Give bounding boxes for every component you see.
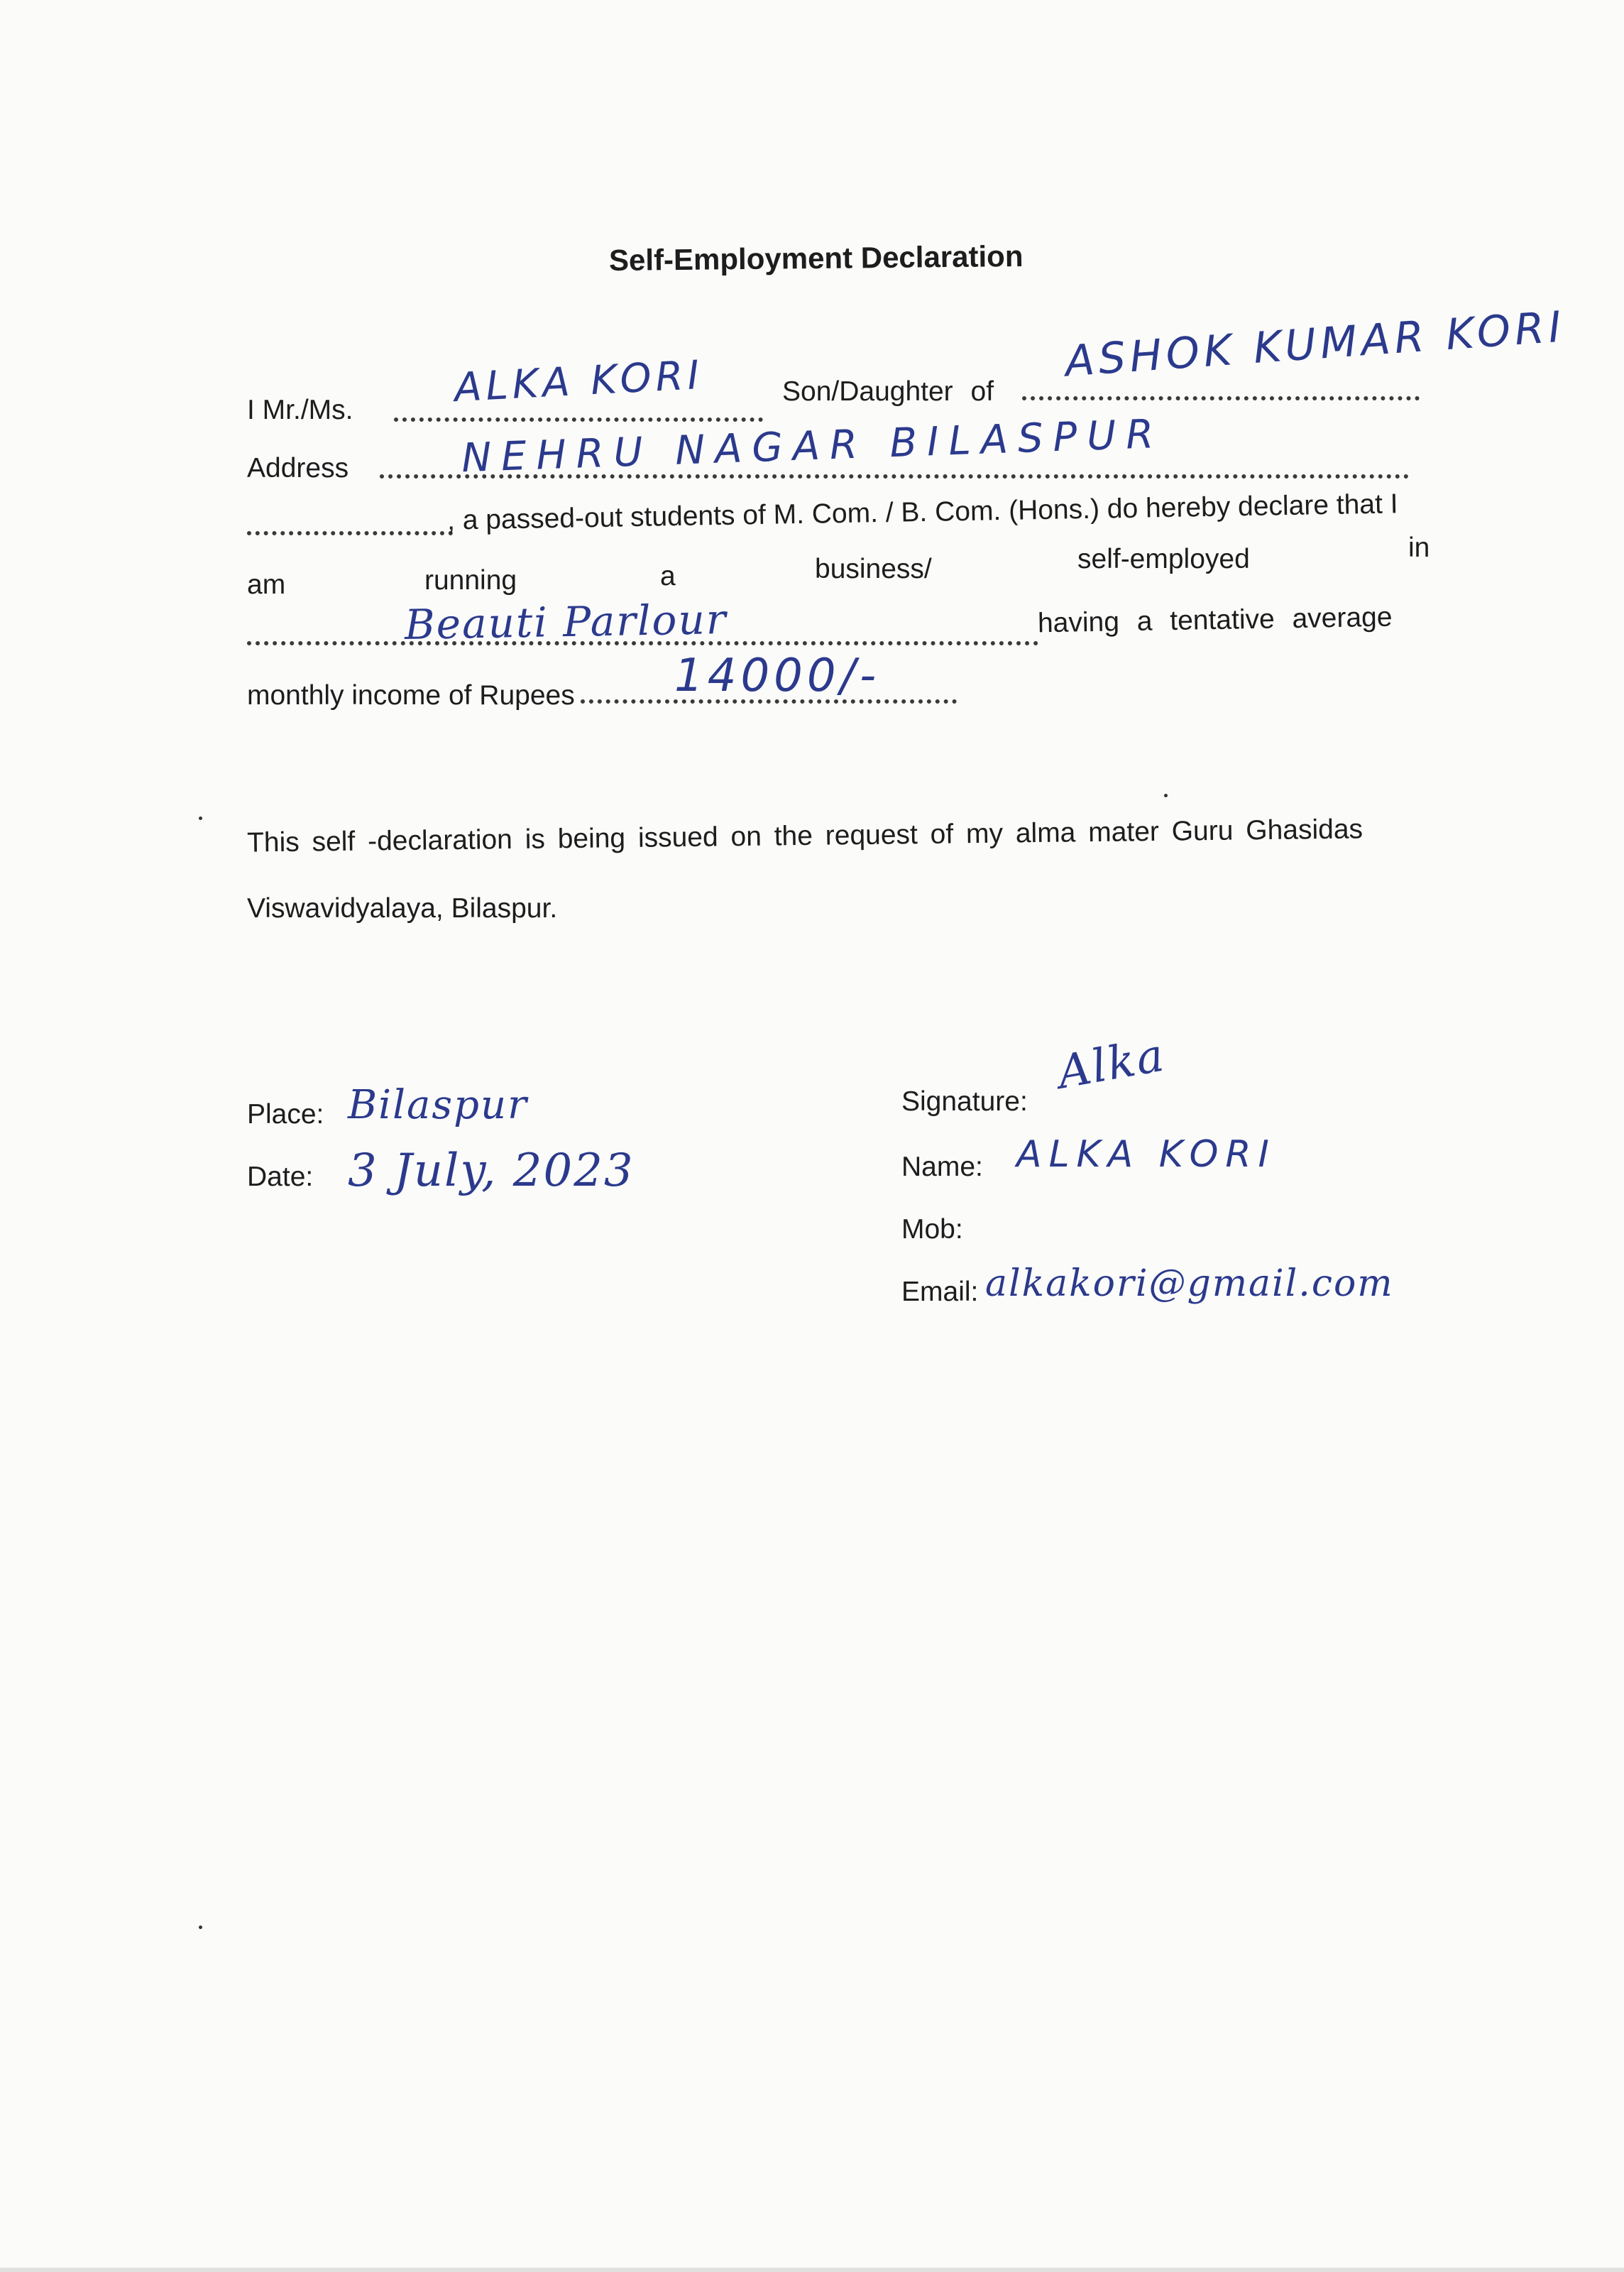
handwritten-date: 3 July, 2023	[348, 1145, 635, 1197]
signature-image: Alka	[1053, 1029, 1169, 1100]
paragraph-line-1: This self -declaration is being issued on the request of my alma mater Guru Ghasidas	[246, 814, 1364, 858]
word-running: running	[424, 565, 517, 596]
name-label: Name:	[901, 1152, 983, 1182]
scan-speck	[199, 816, 202, 820]
student-dotted-line	[247, 531, 453, 535]
word-business: business/	[815, 554, 932, 584]
scan-speck	[1164, 794, 1168, 797]
address-label: Address	[247, 453, 349, 484]
place-label: Place:	[247, 1099, 324, 1130]
handwritten-name: ALKA KORI	[453, 351, 705, 412]
handwritten-place: Bilaspur	[348, 1082, 528, 1128]
parent-dotted-line	[1022, 396, 1420, 400]
name-dotted-line	[394, 417, 763, 422]
signature-label: Signature:	[901, 1086, 1028, 1117]
handwritten-signer-name: ALKA KORI	[1016, 1133, 1276, 1176]
page-bottom-edge	[0, 2268, 1624, 2272]
document-title: Self-Employment Declaration	[608, 239, 1024, 278]
name-prefix-label: I Mr./Ms.	[247, 395, 353, 425]
paragraph-line-2: Viswavidyalaya, Bilaspur.	[247, 893, 558, 924]
word-am: am	[247, 569, 286, 600]
average-income-text: having a tentative average	[1037, 601, 1393, 639]
email-label: Email:	[901, 1277, 979, 1307]
declaration-line: , a passed-out students of M. Com. / B. Com. (Hons.) do hereby declare that I	[446, 488, 1398, 536]
relation-label: Son/Daughter of	[782, 376, 994, 407]
handwritten-parent-name: ASHOK KUMAR KORI	[1063, 302, 1567, 387]
word-self-employed: self-employed	[1077, 544, 1250, 574]
handwritten-income: 14000/-	[674, 650, 881, 702]
word-a: a	[660, 561, 676, 591]
scan-speck	[199, 1926, 202, 1929]
handwritten-address: NEHRU NAGAR BILASPUR	[461, 410, 1165, 482]
date-label: Date:	[247, 1162, 314, 1192]
word-in: in	[1408, 532, 1430, 563]
mobile-label: Mob:	[901, 1214, 963, 1245]
handwritten-business: Beauti Parlour	[404, 595, 728, 649]
income-label: monthly income of Rupees	[247, 680, 575, 711]
handwritten-email: alkakori@gmail.com	[985, 1262, 1394, 1305]
